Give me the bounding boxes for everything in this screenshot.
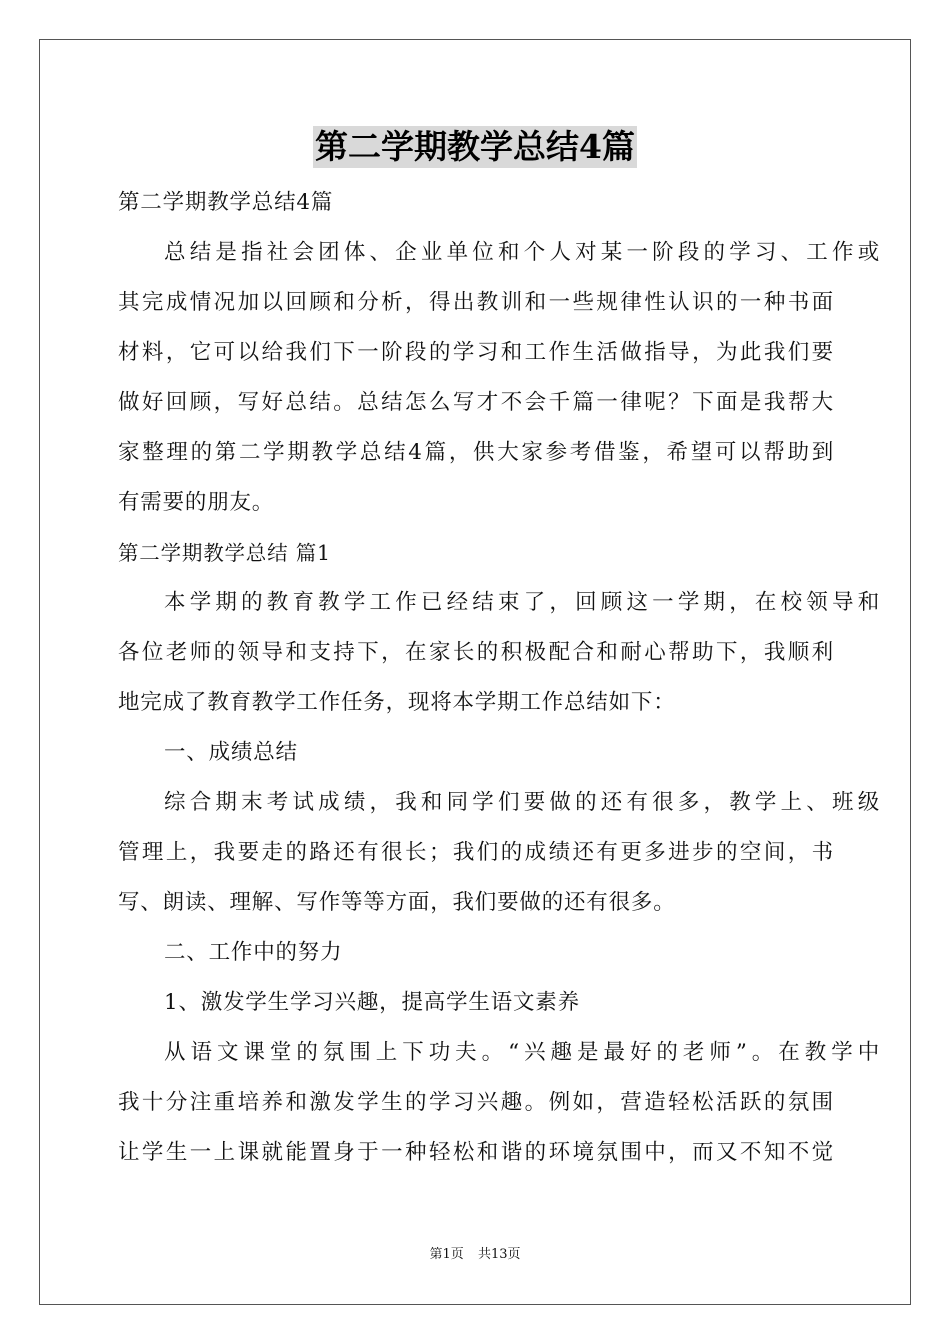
title-container	[0, 126, 950, 168]
page-footer	[0, 1243, 950, 1262]
total-pages: 共13页	[477, 1247, 521, 1262]
document-title: 第二学期教学总结4篇	[315, 127, 635, 166]
paragraph-line: 管理上，我要走的路还有很长；我们的成绩还有更多进步的空间，书	[118, 840, 834, 865]
intro-line: 家整理的第二学期教学总结4篇，供大家参考借鉴，希望可以帮助到	[118, 440, 834, 465]
intro-line: 做好回顾，写好总结。总结怎么写才不会千篇一律呢？下面是我帮大	[118, 390, 834, 415]
subheading: 二、工作中的努力	[164, 940, 343, 965]
paragraph-line: 写、朗读、理解、写作等等方面，我们要做的还有很多。	[118, 890, 676, 915]
intro-line: 材料，它可以给我们下一阶段的学习和工作生活做指导，为此我们要	[118, 340, 834, 365]
document-subtitle: 第二学期教学总结4篇	[118, 190, 334, 215]
paragraph-line: 让学生一上课就能置身于一种轻松和谐的环境氛围中，而又不知不觉	[118, 1140, 834, 1165]
paragraph-line: 各位老师的领导和支持下，在家长的积极配合和耐心帮助下，我顺利	[118, 640, 834, 665]
document-body	[118, 178, 880, 1178]
subheading: 一、成绩总结	[164, 740, 298, 765]
intro-line: 有需要的朋友。	[118, 490, 275, 515]
page-number: 第1页	[429, 1247, 464, 1262]
subheading: 1、激发学生学习兴趣，提高学生语文素养	[164, 990, 580, 1015]
section-heading: 第二学期教学总结 篇1	[118, 541, 331, 565]
paragraph-line: 综合期末考试成绩，我和同学们要做的还有很多，教学上、班级	[164, 790, 880, 815]
paragraph-line: 地完成了教育教学工作任务，现将本学期工作总结如下：	[118, 690, 676, 715]
paragraph-line: 我十分注重培养和激发学生的学习兴趣。例如，营造轻松活跃的氛围	[118, 1090, 834, 1115]
intro-line: 其完成情况加以回顾和分析，得出教训和一些规律性认识的一种书面	[118, 290, 834, 315]
paragraph-line: 从语文课堂的氛围上下功夫。“兴趣是最好的老师”。在教学中	[164, 1040, 880, 1065]
intro-line: 总结是指社会团体、企业单位和个人对某一阶段的学习、工作或	[164, 240, 880, 265]
paragraph-line: 本学期的教育教学工作已经结束了，回顾这一学期，在校领导和	[164, 590, 880, 615]
